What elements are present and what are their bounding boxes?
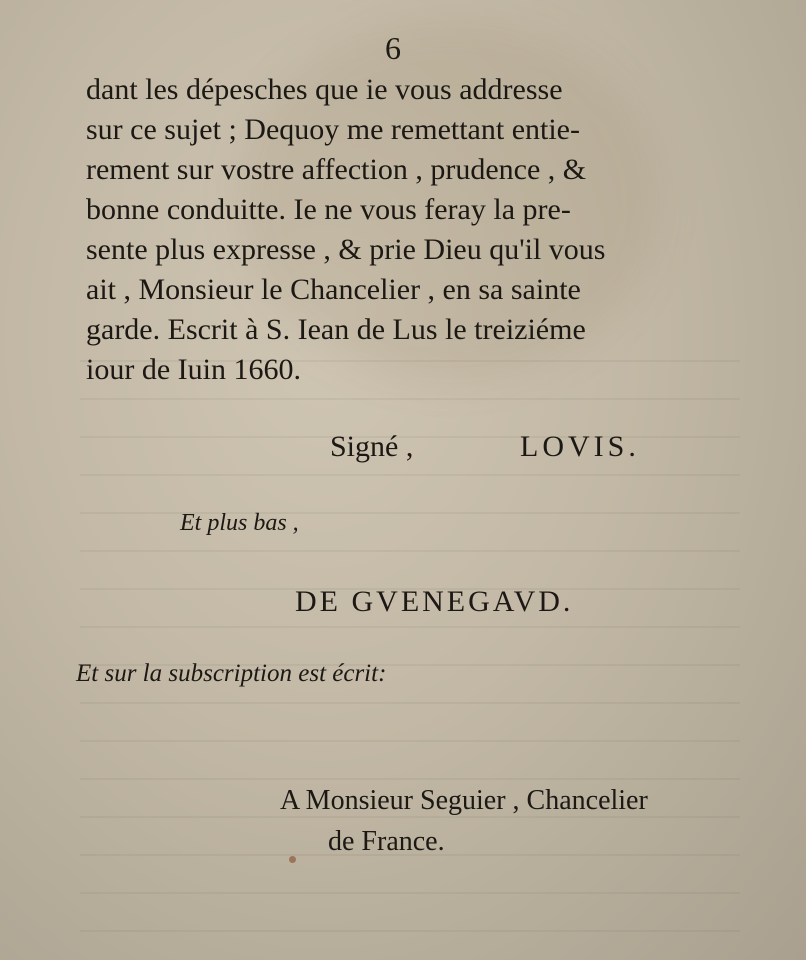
body-line: ait , Monsieur le Chancelier , en sa sainte	[86, 273, 581, 306]
page-number: 6	[385, 30, 401, 66]
body-line: bonne conduitte. Ie ne vous feray la pre-	[86, 193, 571, 226]
body-line: rement sur vostre affection , prudence , &	[86, 153, 587, 186]
address-line-2: de France.	[328, 826, 445, 857]
body-line: garde. Escrit à S. Iean de Lus le treiziéme	[86, 313, 586, 346]
signed-label: Signé ,	[330, 430, 414, 463]
subscription-label: Et sur la subscription est écrit:	[76, 660, 387, 687]
countersign-name: DE GVENEGAVD.	[295, 585, 574, 618]
body-line: sur ce sujet ; Dequoy me remettant entie-	[86, 113, 580, 146]
address-line-1: A Monsieur Seguier , Chancelier	[280, 785, 648, 816]
body-line: iour de Iuin 1660.	[86, 353, 301, 386]
king-signature: LOVIS.	[520, 430, 640, 463]
countersign-label: Et plus bas ,	[180, 510, 299, 536]
body-line: sente plus expresse , & prie Dieu qu'il vous	[86, 233, 606, 266]
body-line: dant les dépesches que ie vous addresse	[86, 73, 563, 106]
ink-spot	[289, 856, 296, 863]
